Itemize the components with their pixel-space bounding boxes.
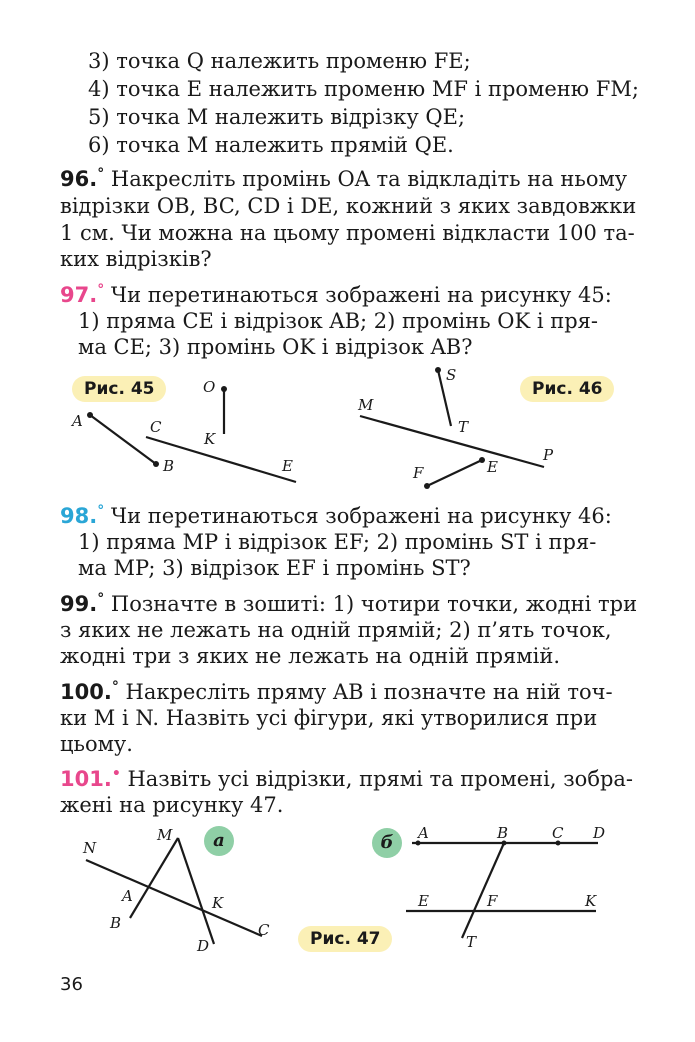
- exercise-96-line-1: [60, 166, 627, 192]
- figure-47-part-a-badge: а: [204, 826, 234, 856]
- label-e: E: [418, 892, 429, 910]
- exercise-98-number: 98.: [60, 504, 98, 528]
- exercise-100-line-3: цьому.: [60, 732, 133, 756]
- exercise-96-line-4: ких відрізків?: [60, 247, 212, 271]
- label-p: P: [543, 446, 554, 464]
- line-mb: [130, 838, 178, 918]
- label-b: B: [163, 457, 175, 475]
- line-md: [178, 838, 214, 944]
- exercise-97-line-1: [60, 282, 612, 308]
- exercise-98-line-1: [60, 503, 612, 529]
- point-e: [479, 457, 485, 463]
- exercise-98-text: Чи перетинаються зображені на рисунку 46:: [110, 504, 612, 528]
- label-s: S: [446, 366, 457, 384]
- degree-mark: °: [97, 166, 105, 182]
- label-d: D: [593, 824, 606, 842]
- label-t: T: [466, 933, 477, 951]
- segment-ab: [90, 415, 156, 464]
- label-a: A: [122, 887, 133, 905]
- point-s: [435, 367, 441, 373]
- exercise-99-line-1: [60, 591, 637, 617]
- degree-mark: °: [97, 503, 105, 519]
- exercise-98-line-3: ма MP; 3) відрізок EF і промінь ST?: [78, 556, 471, 580]
- label-e: E: [487, 458, 498, 476]
- exercise-99-line-2: з яких не лежать на одній прямій; 2) п’ять точок,: [60, 618, 612, 642]
- list-item-3: 3) точка Q належить променю FE;: [88, 49, 471, 73]
- exercise-99-number: 99.: [60, 592, 98, 616]
- exercise-99-line-3: жодні три з яких не лежать на одній прямій.: [60, 644, 561, 668]
- exercise-101-line-1: [60, 766, 633, 792]
- bullet-mark: •: [111, 766, 121, 782]
- exercise-98-line-2: 1) пряма MP і відрізок EF; 2) промінь ST і пря-: [78, 530, 597, 554]
- exercise-96-line-3: 1 см. Чи можна на цьому промені відкласти 100 та-: [60, 221, 635, 245]
- line-bt: [462, 843, 504, 938]
- point-b: [153, 461, 159, 467]
- label-c: C: [258, 921, 270, 939]
- exercise-96-text: Накресліть промінь OA та відкладіть на ньому: [110, 167, 628, 191]
- label-k: K: [204, 430, 216, 448]
- list-item-6: 6) точка M належить прямій QE.: [88, 133, 454, 157]
- label-m: M: [157, 826, 173, 844]
- degree-mark: °: [97, 591, 105, 607]
- label-f: F: [487, 892, 498, 910]
- exercise-97-number: 97.: [60, 283, 98, 307]
- degree-mark: °: [111, 679, 119, 695]
- exercise-101-line-2: жені на рисунку 47.: [60, 793, 284, 817]
- label-m: M: [358, 396, 374, 414]
- exercise-96-line-2: відрізки OB, BC, CD і DE, кожний з яких завдовжки: [60, 194, 637, 218]
- point-f: [424, 483, 430, 489]
- figure-45-caption: Рис. 45: [72, 376, 166, 402]
- exercise-100-text: Накресліть пряму AB і позначте на ній точ-: [125, 680, 613, 704]
- exercise-97-line-2: 1) пряма CE і відрізок AB; 2) промінь OK і пря-: [78, 309, 599, 333]
- label-d: D: [197, 937, 210, 955]
- exercise-100-number: 100.: [60, 680, 112, 704]
- label-t: T: [458, 418, 469, 436]
- exercise-97-line-3: ма CE; 3) промінь OK і відрізок AB?: [78, 335, 473, 359]
- point-a: [87, 412, 93, 418]
- label-k: K: [585, 892, 597, 910]
- exercise-100-line-1: [60, 679, 613, 705]
- list-item-5: 5) точка M належить відрізку QE;: [88, 105, 466, 129]
- figure-47-drawing: [0, 820, 695, 965]
- label-b: B: [497, 824, 509, 842]
- figure-47-part-b-badge: б: [372, 828, 402, 858]
- exercise-96-number: 96.: [60, 167, 98, 191]
- label-n: N: [83, 839, 97, 857]
- degree-mark: °: [97, 282, 105, 298]
- line-mp: [360, 416, 544, 467]
- page-number: 36: [60, 974, 83, 995]
- point-o: [221, 386, 227, 392]
- segment-ef: [427, 460, 482, 486]
- label-c: C: [552, 824, 564, 842]
- label-a: A: [418, 824, 429, 842]
- label-b: B: [110, 914, 122, 932]
- list-item-4: 4) точка E належить променю MF і променю FM;: [88, 77, 639, 101]
- label-f: F: [413, 464, 424, 482]
- figure-46-caption: Рис. 46: [520, 376, 614, 402]
- figure-45-46-drawing: [0, 360, 695, 495]
- label-c: C: [150, 418, 162, 436]
- exercise-101-number: 101.: [60, 767, 112, 791]
- figure-47-caption: Рис. 47: [298, 926, 392, 952]
- exercise-99-text: Позначте в зошиті: 1) чотири точки, жодні три: [110, 592, 638, 616]
- label-o: O: [203, 378, 216, 396]
- label-e: E: [282, 457, 293, 475]
- label-a: A: [72, 412, 83, 430]
- label-k: K: [212, 894, 224, 912]
- exercise-97-text: Чи перетинаються зображені на рисунку 45:: [110, 283, 612, 307]
- exercise-100-line-2: ки M і N. Назвіть усі фігури, які утворилися при: [60, 706, 598, 730]
- exercise-101-text: Назвіть усі відрізки, прямі та промені, зобра-: [127, 767, 634, 791]
